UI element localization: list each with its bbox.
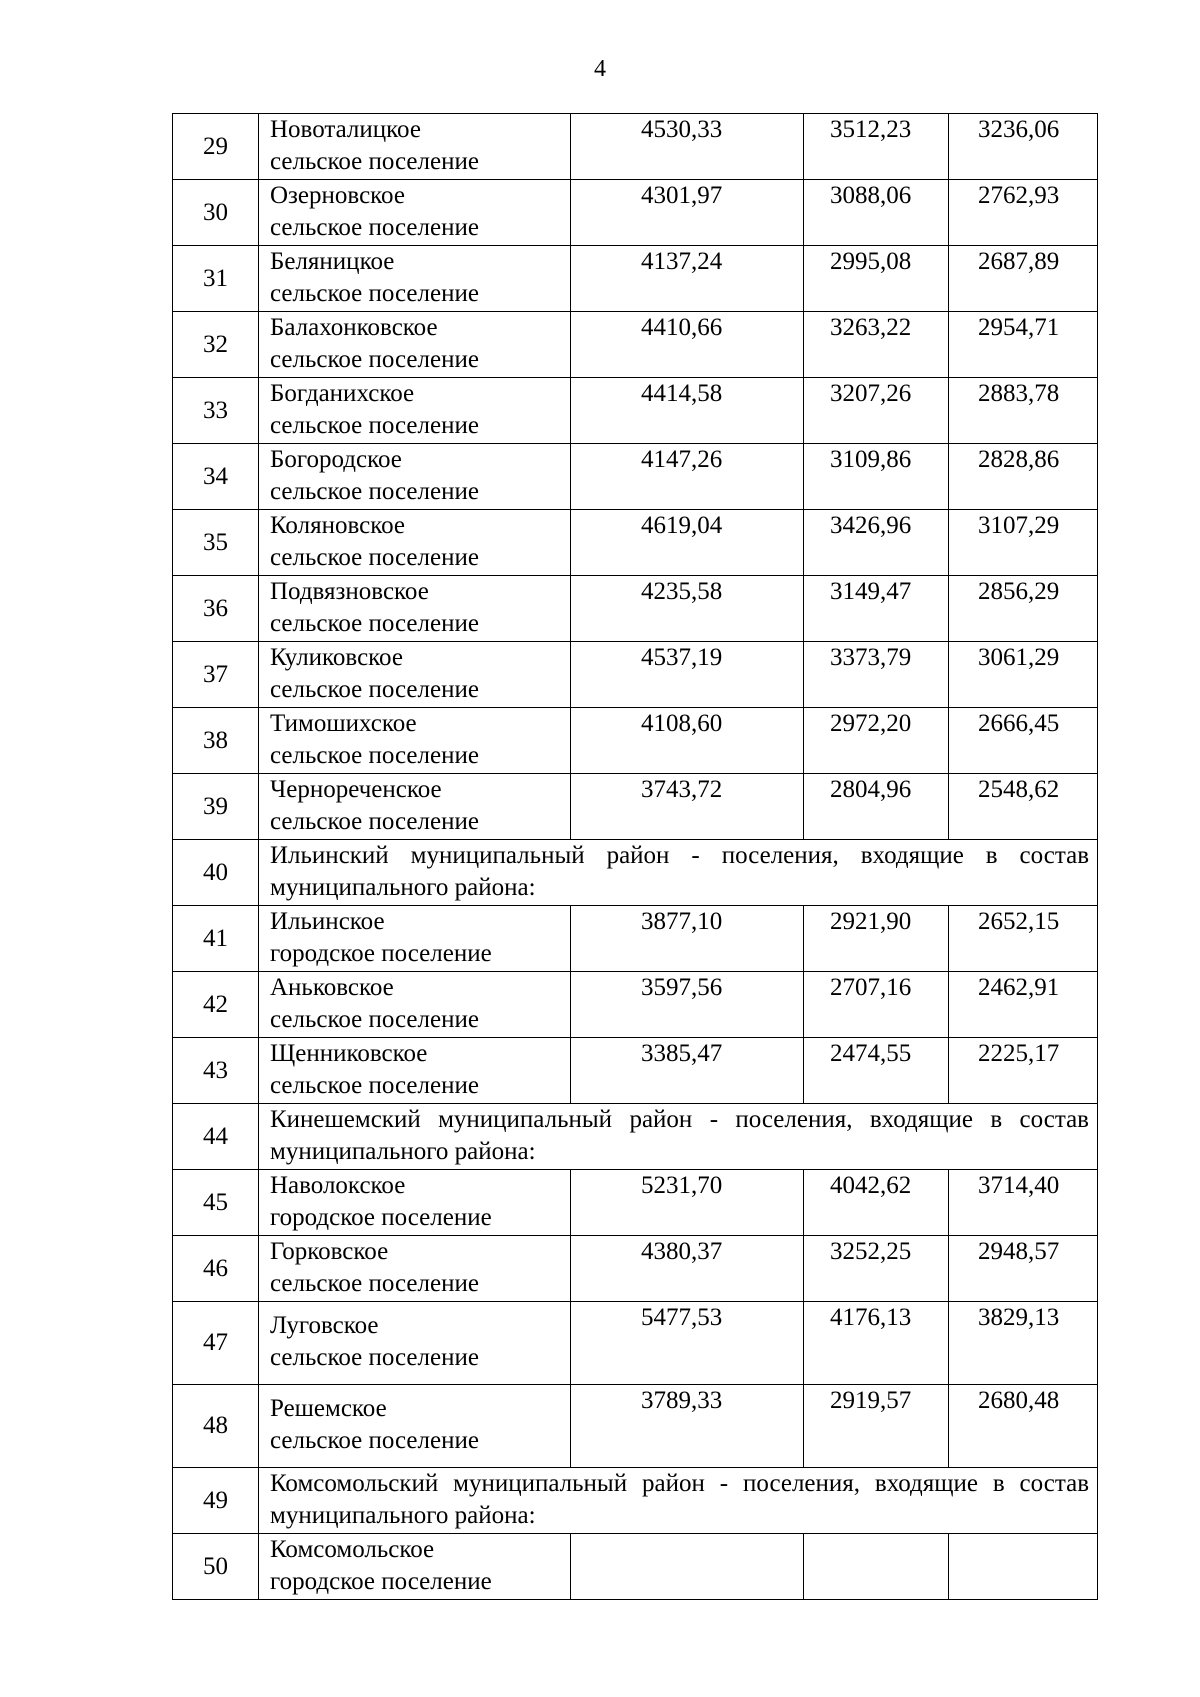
table-row bbox=[173, 444, 1098, 510]
value-v3: 2652,15 bbox=[949, 906, 1098, 972]
settlement-type: сельское поселение bbox=[270, 214, 479, 241]
settlement-name: Наволокское bbox=[270, 1172, 406, 1199]
table-body bbox=[173, 114, 1098, 1600]
settlement-type: сельское поселение bbox=[270, 280, 479, 307]
settlement-type: городское поселение bbox=[270, 1204, 492, 1231]
table-row bbox=[173, 906, 1098, 972]
row-number: 36 bbox=[173, 576, 259, 642]
value-v3: 2954,71 bbox=[949, 312, 1098, 378]
value-v2 bbox=[804, 1534, 949, 1600]
settlement-type: сельское поселение bbox=[270, 478, 479, 505]
row-number: 39 bbox=[173, 774, 259, 840]
value-v2: 3426,96 bbox=[804, 510, 949, 576]
settlement-type: сельское поселение bbox=[270, 808, 479, 835]
value-v2: 3207,26 bbox=[804, 378, 949, 444]
value-v3: 2462,91 bbox=[949, 972, 1098, 1038]
row-number: 40 bbox=[173, 840, 259, 906]
value-v1: 4301,97 bbox=[571, 180, 804, 246]
value-v3: 2856,29 bbox=[949, 576, 1098, 642]
row-number: 33 bbox=[173, 378, 259, 444]
settlement-type: сельское поселение bbox=[270, 1006, 479, 1033]
district-heading: Кинешемский муниципальный район - поселения, входящие в состав муниципального района: bbox=[259, 1104, 1098, 1170]
row-number: 45 bbox=[173, 1170, 259, 1236]
value-v2: 2972,20 bbox=[804, 708, 949, 774]
value-v2: 2707,16 bbox=[804, 972, 949, 1038]
table-row bbox=[173, 1302, 1098, 1385]
value-v2: 2804,96 bbox=[804, 774, 949, 840]
value-v2: 2474,55 bbox=[804, 1038, 949, 1104]
settlement-name-cell bbox=[259, 1534, 571, 1600]
row-number: 41 bbox=[173, 906, 259, 972]
settlement-name-cell bbox=[259, 378, 571, 444]
row-number: 42 bbox=[173, 972, 259, 1038]
value-v1: 4108,60 bbox=[571, 708, 804, 774]
value-v2: 4042,62 bbox=[804, 1170, 949, 1236]
settlement-name: Богданихское bbox=[270, 380, 415, 407]
settlement-name: Беляницкое bbox=[270, 248, 395, 275]
district-heading: Комсомольский муниципальный район - поселения, входящие в состав муниципального района: bbox=[259, 1468, 1098, 1534]
settlement-type: сельское поселение bbox=[270, 1072, 479, 1099]
value-v2: 3149,47 bbox=[804, 576, 949, 642]
value-v2: 3109,86 bbox=[804, 444, 949, 510]
value-v3: 2883,78 bbox=[949, 378, 1098, 444]
value-v1: 4137,24 bbox=[571, 246, 804, 312]
table-row bbox=[173, 510, 1098, 576]
settlement-name: Коляновское bbox=[270, 512, 405, 539]
value-v3: 3714,40 bbox=[949, 1170, 1098, 1236]
settlement-name: Решемское bbox=[270, 1395, 387, 1422]
settlement-name-cell bbox=[259, 114, 571, 180]
table-row bbox=[173, 1236, 1098, 1302]
row-number: 48 bbox=[173, 1385, 259, 1468]
value-v1: 5231,70 bbox=[571, 1170, 804, 1236]
settlement-name: Ильинское bbox=[270, 908, 385, 935]
table-row bbox=[173, 774, 1098, 840]
value-v1: 4380,37 bbox=[571, 1236, 804, 1302]
row-number: 49 bbox=[173, 1468, 259, 1534]
value-v2: 2995,08 bbox=[804, 246, 949, 312]
value-v1: 4619,04 bbox=[571, 510, 804, 576]
table-row bbox=[173, 972, 1098, 1038]
row-number: 35 bbox=[173, 510, 259, 576]
value-v2: 3263,22 bbox=[804, 312, 949, 378]
settlement-name: Подвязновское bbox=[270, 578, 429, 605]
value-v3: 3236,06 bbox=[949, 114, 1098, 180]
settlement-name: Богородское bbox=[270, 446, 402, 473]
value-v3: 2762,93 bbox=[949, 180, 1098, 246]
settlement-name-cell bbox=[259, 444, 571, 510]
settlement-name-cell bbox=[259, 972, 571, 1038]
row-number: 47 bbox=[173, 1302, 259, 1385]
value-v3: 2225,17 bbox=[949, 1038, 1098, 1104]
value-v3: 2948,57 bbox=[949, 1236, 1098, 1302]
row-number: 37 bbox=[173, 642, 259, 708]
table-row bbox=[173, 642, 1098, 708]
settlement-name: Аньковское bbox=[270, 974, 394, 1001]
value-v2: 3512,23 bbox=[804, 114, 949, 180]
value-v3: 2680,48 bbox=[949, 1385, 1098, 1468]
value-v1: 3597,56 bbox=[571, 972, 804, 1038]
settlement-type: сельское поселение bbox=[270, 346, 479, 373]
value-v2: 2919,57 bbox=[804, 1385, 949, 1468]
settlement-name-cell bbox=[259, 1385, 571, 1468]
value-v3 bbox=[949, 1534, 1098, 1600]
settlement-name-cell bbox=[259, 906, 571, 972]
settlement-type: сельское поселение bbox=[270, 544, 479, 571]
value-v1: 3877,10 bbox=[571, 906, 804, 972]
value-v3: 2828,86 bbox=[949, 444, 1098, 510]
section-row bbox=[173, 1468, 1098, 1534]
row-number: 32 bbox=[173, 312, 259, 378]
section-row bbox=[173, 840, 1098, 906]
row-number: 50 bbox=[173, 1534, 259, 1600]
value-v1: 3789,33 bbox=[571, 1385, 804, 1468]
settlement-name: Комсомольское bbox=[270, 1536, 435, 1563]
settlement-name-cell bbox=[259, 1236, 571, 1302]
value-v1: 4235,58 bbox=[571, 576, 804, 642]
settlement-name: Куликовское bbox=[270, 644, 403, 671]
value-v2: 3252,25 bbox=[804, 1236, 949, 1302]
settlement-name-cell bbox=[259, 642, 571, 708]
settlement-name-cell bbox=[259, 576, 571, 642]
settlement-name-cell bbox=[259, 312, 571, 378]
table-row bbox=[173, 576, 1098, 642]
settlement-name-cell bbox=[259, 774, 571, 840]
settlement-type: сельское поселение bbox=[270, 1344, 479, 1371]
settlement-name: Балахонковское bbox=[270, 314, 438, 341]
value-v3: 2687,89 bbox=[949, 246, 1098, 312]
settlement-type: сельское поселение bbox=[270, 412, 479, 439]
settlement-name: Новоталицкое bbox=[270, 116, 421, 143]
table-row bbox=[173, 378, 1098, 444]
settlement-name-cell bbox=[259, 246, 571, 312]
settlement-type: городское поселение bbox=[270, 1568, 492, 1595]
page-number: 4 bbox=[594, 56, 606, 82]
settlement-name-cell bbox=[259, 510, 571, 576]
table-row bbox=[173, 1385, 1098, 1468]
value-v3: 3061,29 bbox=[949, 642, 1098, 708]
value-v3: 3829,13 bbox=[949, 1302, 1098, 1385]
settlement-type: сельское поселение bbox=[270, 1270, 479, 1297]
table-row bbox=[173, 246, 1098, 312]
value-v3: 2548,62 bbox=[949, 774, 1098, 840]
value-v1: 3385,47 bbox=[571, 1038, 804, 1104]
table-row bbox=[173, 1534, 1098, 1600]
section-row bbox=[173, 1104, 1098, 1170]
table-row bbox=[173, 708, 1098, 774]
value-v1: 5477,53 bbox=[571, 1302, 804, 1385]
row-number: 44 bbox=[173, 1104, 259, 1170]
settlement-type: сельское поселение bbox=[270, 742, 479, 769]
value-v2: 2921,90 bbox=[804, 906, 949, 972]
value-v1: 4147,26 bbox=[571, 444, 804, 510]
settlement-name-cell bbox=[259, 1302, 571, 1385]
table-row bbox=[173, 312, 1098, 378]
value-v1 bbox=[571, 1534, 804, 1600]
settlement-name: Тимошихское bbox=[270, 710, 417, 737]
settlement-name: Щенниковское bbox=[270, 1040, 428, 1067]
settlement-name-cell bbox=[259, 708, 571, 774]
value-v2: 4176,13 bbox=[804, 1302, 949, 1385]
settlement-type: сельское поселение bbox=[270, 1427, 479, 1454]
table-row bbox=[173, 1170, 1098, 1236]
value-v1: 4537,19 bbox=[571, 642, 804, 708]
settlement-type: сельское поселение bbox=[270, 676, 479, 703]
settlement-name-cell bbox=[259, 180, 571, 246]
value-v2: 3373,79 bbox=[804, 642, 949, 708]
row-number: 38 bbox=[173, 708, 259, 774]
settlement-type: городское поселение bbox=[270, 940, 492, 967]
settlement-name: Озерновское bbox=[270, 182, 405, 209]
settlement-name: Луговское bbox=[270, 1312, 379, 1339]
value-v2: 3088,06 bbox=[804, 180, 949, 246]
settlement-name: Чернореченское bbox=[270, 776, 442, 803]
row-number: 46 bbox=[173, 1236, 259, 1302]
settlement-name-cell bbox=[259, 1170, 571, 1236]
row-number: 29 bbox=[173, 114, 259, 180]
value-v1: 4530,33 bbox=[571, 114, 804, 180]
value-v3: 2666,45 bbox=[949, 708, 1098, 774]
settlement-name: Горковское bbox=[270, 1238, 389, 1265]
row-number: 34 bbox=[173, 444, 259, 510]
row-number: 30 bbox=[173, 180, 259, 246]
value-v1: 3743,72 bbox=[571, 774, 804, 840]
table-row bbox=[173, 180, 1098, 246]
value-v1: 4414,58 bbox=[571, 378, 804, 444]
table-row bbox=[173, 114, 1098, 180]
settlement-type: сельское поселение bbox=[270, 148, 479, 175]
row-number: 43 bbox=[173, 1038, 259, 1104]
district-heading: Ильинский муниципальный район - поселения, входящие в состав муниципального района: bbox=[259, 840, 1098, 906]
settlement-name-cell bbox=[259, 1038, 571, 1104]
value-v3: 3107,29 bbox=[949, 510, 1098, 576]
row-number: 31 bbox=[173, 246, 259, 312]
settlements-table bbox=[172, 113, 1098, 1600]
table-row bbox=[173, 1038, 1098, 1104]
settlement-type: сельское поселение bbox=[270, 610, 479, 637]
value-v1: 4410,66 bbox=[571, 312, 804, 378]
